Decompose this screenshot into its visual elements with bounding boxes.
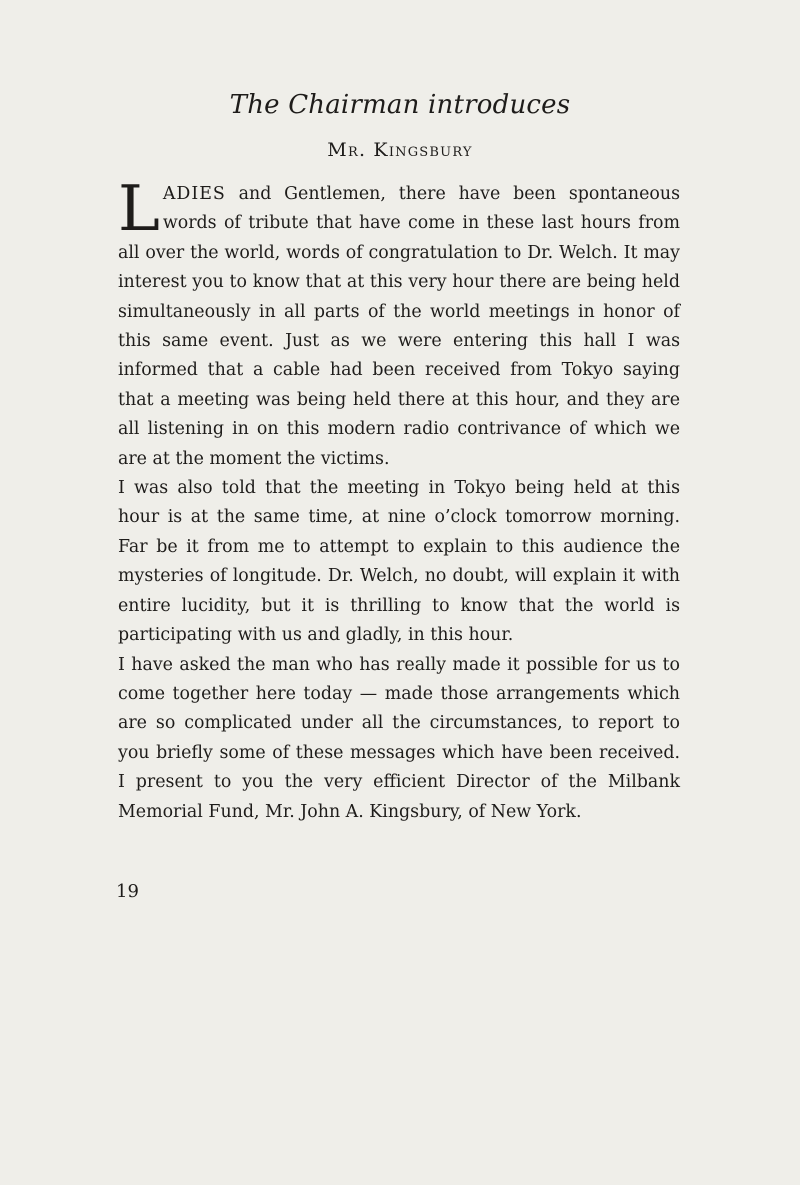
paragraph-2: I was also told that the meeting in Tokyo being held at this hour is at the same time, at nine o’clock tomorrow morning. Far be it from me to attempt to explain to this audience the mysteries of longitude. Dr. Welch, no doubt, will explain it with entire lucidity, but it is thrilling to know that the world is participating with us and gladly, in this hour.: [118, 478, 680, 646]
paragraph-1-text: and Gentlemen, there have been spontaneous words of tribute that have come in these last hours from all over the world, words of congratulation to Dr. Welch. It may interest you to know that at this very hour there are being held simultaneously in all parts of the world meetings in honor of this same event. Just as we were entering this hall I was informed that a cable had been received from Tokyo saying that a meeting was being held there at this hour, and they are all listening in on this modern radio contrivance of which we are at the moment the victims.: [118, 184, 680, 469]
body-text: [118, 172, 680, 827]
page-title: The Chairman introduces: [229, 90, 571, 120]
paragraph-1: [118, 172, 680, 474]
paragraph-3: I have asked the man who has really made it possible for us to come together here today — made those arrangements which are so complicated under all the circumstances, to report to you briefly some of these messages which have been received. I present to you the very efficient Director of the Milbank Memorial Fund, Mr. John A. Kingsbury, of New York.: [118, 654, 680, 822]
drop-cap: L: [118, 172, 160, 245]
lead-caps: ADIES: [162, 184, 226, 204]
page-number: 19: [116, 881, 139, 902]
page-subtitle: Mr. Kingsbury: [327, 139, 473, 161]
